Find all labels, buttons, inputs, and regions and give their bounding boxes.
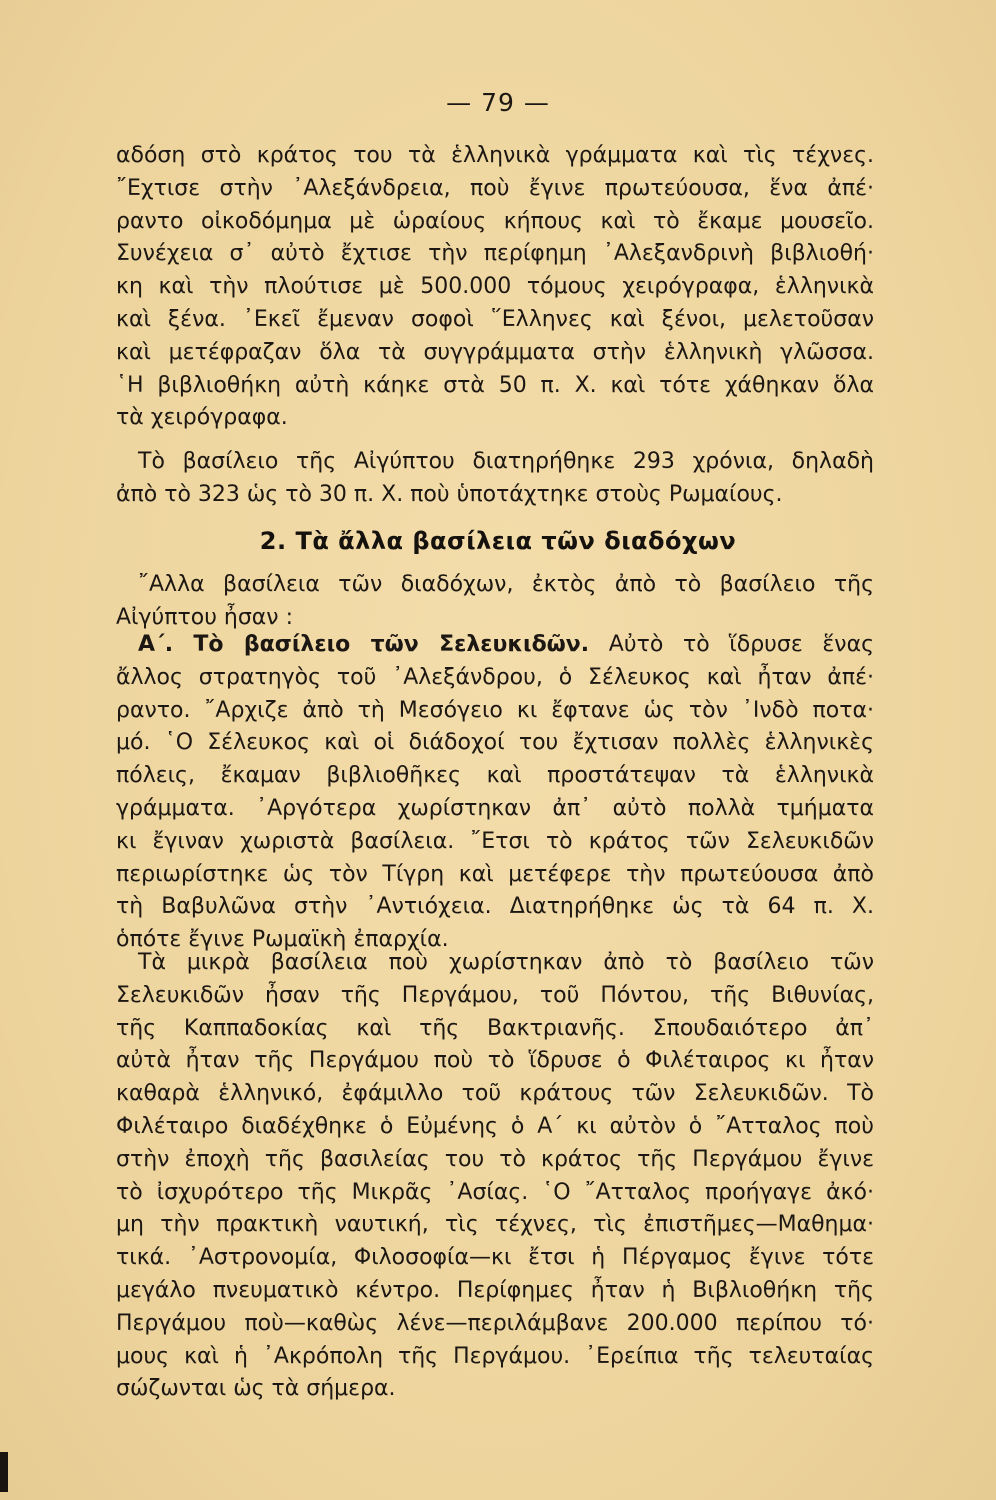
text-line: ραντο οἰκοδόμημα μὲ ὡραίους κήπους καὶ τὸ ἔκαμε μουσεῖο. [116,208,874,234]
text-line: Φιλέταιρο διαδέχθηκε ὁ Εὐμένης ὁ Α΄ κι αὐτὸν ὁ ῎Ατταλος ποὺ [116,1113,874,1139]
text-line: κη καὶ τὴν πλούτισε μὲ 500.000 τόμους χειρόγραφα, ἑλληνικὰ [116,274,874,300]
section-heading: 2. Τὰ ἄλλα βασίλεια τῶν διαδόχων [259,527,737,555]
text-line: σώζωνται ὡς τὰ σήμερα. [116,1376,396,1402]
paragraph-egypt-duration [116,446,874,512]
text-line: μεγάλο πνευματικὸ κέντρο. Περίφημες ἦταν ἡ Βιβλιοθήκη τῆς [116,1277,874,1303]
text-line: Τὰ μικρὰ βασίλεια ποὺ χωρίστηκαν ἀπὸ τὸ βασίλειο τῶν [138,950,874,975]
text-line: Σελευκιδῶν ἦσαν τῆς Περγάμου, τοῦ Πόντου, τῆς Βιθυνίας, [116,982,874,1008]
text-line: Περγάμου ποὺ—καθὼς λένε—περιλάμβανε 200.000 περίπου τό· [116,1310,874,1336]
text-line: περιωρίστηκε ὡς τὸν Τίγρη καὶ μετέφερε τὴν πρωτεύουσα ἀπὸ [116,861,874,887]
paragraph-other-kingdoms-intro [116,569,874,635]
paragraph-seleucids [116,629,874,957]
page-number: — 79 — [446,88,550,117]
text-line: Συνέχεια σ᾿ αὐτὸ ἔχτισε τὴν περίφημη ᾿Αλεξανδρινὴ βιβλιοθή· [116,241,874,267]
text-line: καὶ μετέφραζαν ὅλα τὰ συγγράμματα στὴν ἑλληνικὴ γλῶσσα. [116,339,874,365]
text-line: καθαρὰ ἑλληνικό, ἐφάμιλλο τοῦ κράτους τῶν Σελευκιδῶν. Τὸ [116,1081,874,1107]
text-line: μη τὴν πρακτικὴ ναυτική, τὶς τέχνες, τὶς ἐπιστῆμες—Μαθημα· [116,1212,874,1238]
text-line: μό. ῾Ο Σέλευκος καὶ οἱ διάδοχοί του ἔχτισαν πολλὲς ἑλληνικὲς [116,730,874,756]
text-line: ῎Εχτισε στὴν ᾿Αλεξάνδρεια, ποὺ ἔγινε πρωτεύουσα, ἕνα ἀπέ· [116,175,874,201]
text-line: αδόση στὸ κράτος του τὰ ἑλληνικὰ γράμματα καὶ τὶς τέχνες. [116,143,874,168]
text-line: ὁπότε ἔγινε Ρωμαϊκὴ ἐπαρχία. [116,927,449,953]
paragraph-alexandria-library [116,140,874,435]
text-line: Τὸ βασίλειο τῆς Αἰγύπτου διατηρήθηκε 293 χρόνια, δηλαδὴ [138,449,874,474]
text-line: στὴν ἐποχὴ τῆς βασιλείας του τὸ κράτος τῆς Περγάμου ἔγινε [116,1146,874,1172]
page-edge-mark [0,1452,8,1492]
text-line: τὰ χειρόγραφα. [116,405,288,431]
text-line: αὐτὰ ἦταν τῆς Περγάμου ποὺ τὸ ἵδρυσε ὁ Φιλέταιρος κι ἦταν [116,1048,874,1074]
text-line: ῎Αλλα βασίλεια τῶν διαδόχων, ἐκτὸς ἀπὸ τὸ βασίλειο τῆς [138,572,874,597]
text-line: Αἰγύπτου ἦσαν : [116,604,293,630]
text-line: τῆς Καππαδοκίας καὶ τῆς Βακτριανῆς. Σπουδαιότερο ἀπ᾿ [116,1015,874,1041]
text-line-rest: Αὐτὸ τὸ ἵδρυσε ἕνας [589,632,874,657]
text-line: ῾Η βιβλιοθήκη αὐτὴ κάηκε στὰ 50 π. Χ. καὶ τότε χάθηκαν ὅλα [116,372,874,398]
text-line: πόλεις, ἔκαμαν βιβλιοθῆκες καὶ προστάτεψαν τὰ ἑλληνικὰ [116,763,874,789]
text-line [116,629,874,662]
text-line: τὴ Βαβυλῶνα στὴν ᾿Αντιόχεια. Διατηρήθηκε ὡς τὰ 64 π. Χ. [116,894,874,920]
paragraph-small-kingdoms [116,947,874,1406]
text-line: τικά. ᾿Αστρονομία, Φιλοσοφία—κι ἔτσι ἡ Πέργαμος ἔγινε τότε [116,1245,874,1271]
text-line: τὸ ἰσχυρότερο τῆς Μικρᾶς ᾿Ασίας. ῾Ο ῎Ατταλος προήγαγε ἀκό· [116,1179,874,1205]
text-line: κι ἔγιναν χωριστὰ βασίλεια. ῎Ετσι τὸ κράτος τῶν Σελευκιδῶν [116,828,874,854]
text-line: ἀπὸ τὸ 323 ὡς τὸ 30 π. Χ. ποὺ ὑποτάχτηκε στοὺς Ρωμαίους. [116,481,783,507]
subsection-title: Α΄. Τὸ βασίλειο τῶν Σελευκιδῶν. [138,632,590,657]
text-line: μους καὶ ἡ ᾿Ακρόπολη τῆς Περγάμου. ᾿Ερείπια τῆς τελευταίας [116,1343,874,1369]
text-line: γράμματα. ᾿Αργότερα χωρίστηκαν ἀπ᾿ αὐτὸ πολλὰ τμήματα [116,795,874,821]
text-line: ραντο. ῎Αρχιζε ἀπὸ τὴ Μεσόγειο κι ἔφτανε ὡς τὸν ᾿Ινδὸ ποτα· [116,697,874,723]
text-line: καὶ ξένα. ᾿Εκεῖ ἔμεναν σοφοὶ ῞Ελληνες καὶ ξένοι, μελετοῦσαν [116,306,874,332]
text-line: ἄλλος στρατηγὸς τοῦ ᾿Αλεξάνδρου, ὁ Σέλευκος καὶ ἦταν ἀπέ· [116,664,874,690]
